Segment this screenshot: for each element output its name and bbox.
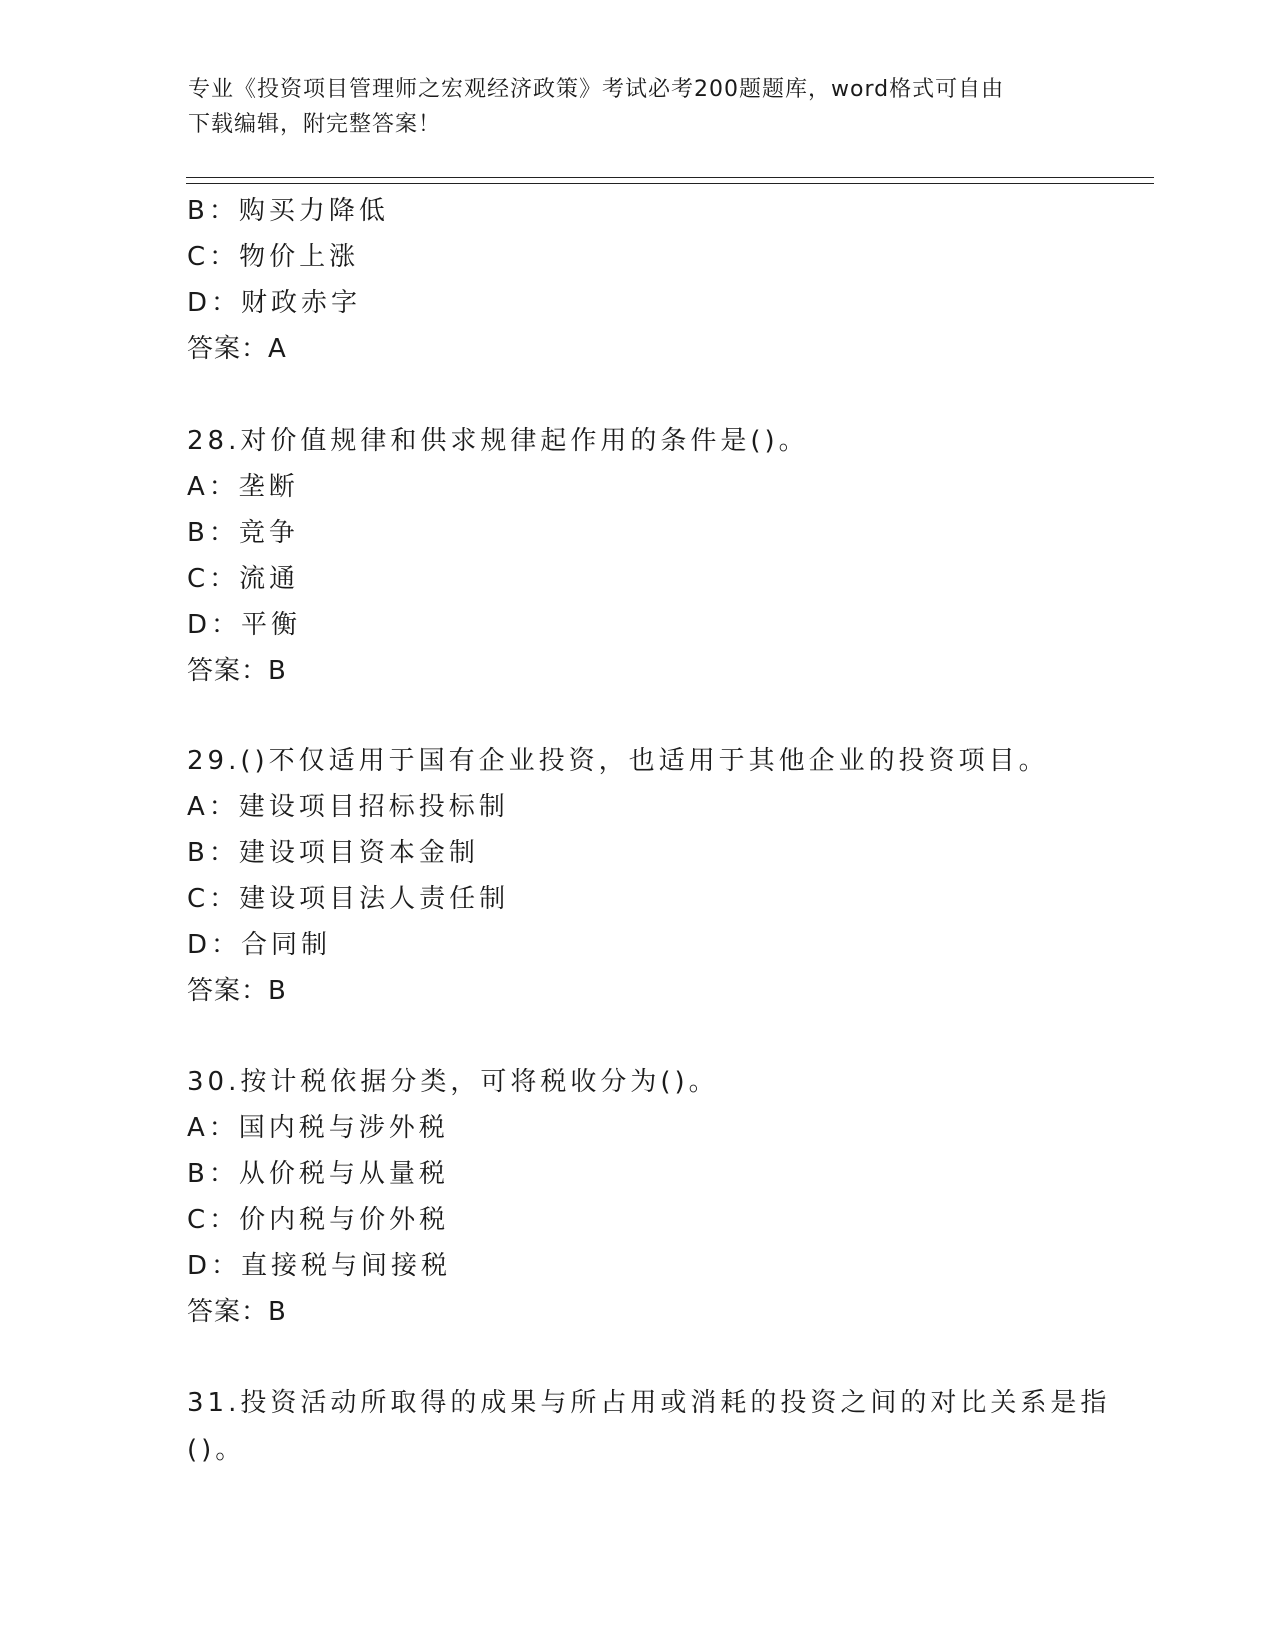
q27-option-d: D：财政赤字 bbox=[187, 288, 362, 318]
q28-question: 28.对价值规律和供求规律起作用的条件是()。 bbox=[187, 426, 809, 456]
q29-option-d: D：合同制 bbox=[187, 930, 332, 960]
q28-answer: 答案：B bbox=[187, 656, 287, 686]
q30-answer: 答案：B bbox=[187, 1297, 287, 1327]
q28-option-d: D：平衡 bbox=[187, 610, 302, 640]
q30-question: 30.按计税依据分类，可将税收分为()。 bbox=[187, 1067, 719, 1097]
q27-answer: 答案：A bbox=[187, 334, 287, 364]
q28-option-a: A：垄断 bbox=[187, 472, 299, 502]
q28-option-c: C：流通 bbox=[187, 564, 300, 594]
q29-answer: 答案：B bbox=[187, 976, 287, 1006]
q30-option-a: A：国内税与涉外税 bbox=[187, 1113, 449, 1143]
document-header bbox=[188, 72, 1088, 142]
q30-option-b: B：从价税与从量税 bbox=[187, 1159, 449, 1189]
q31-question-line-1: 31.投资活动所取得的成果与所占用或消耗的投资之间的对比关系是指 bbox=[187, 1388, 1111, 1418]
q29-option-a: A：建设项目招标投标制 bbox=[187, 792, 509, 822]
q29-question: 29.()不仅适用于国有企业投资，也适用于其他企业的投资项目。 bbox=[187, 746, 1049, 776]
header-divider-top bbox=[186, 177, 1154, 178]
header-title-line-1: 专业《投资项目管理师之宏观经济政策》考试必考200题题库，word格式可自由 bbox=[188, 77, 1005, 102]
q28-option-b: B：竞争 bbox=[187, 518, 299, 548]
q29-option-c: C：建设项目法人责任制 bbox=[187, 884, 510, 914]
q30-option-d: D：直接税与间接税 bbox=[187, 1251, 452, 1281]
q29-option-b: B：建设项目资本金制 bbox=[187, 838, 479, 868]
q30-option-c: C：价内税与价外税 bbox=[187, 1205, 450, 1235]
q31-question-line-2: ()。 bbox=[187, 1435, 246, 1465]
header-title-line-2: 下载编辑，附完整答案！ bbox=[188, 112, 442, 137]
q27-option-c: C：物价上涨 bbox=[187, 242, 360, 272]
q27-option-b: B：购买力降低 bbox=[187, 196, 389, 226]
header-divider-bottom bbox=[186, 183, 1154, 184]
